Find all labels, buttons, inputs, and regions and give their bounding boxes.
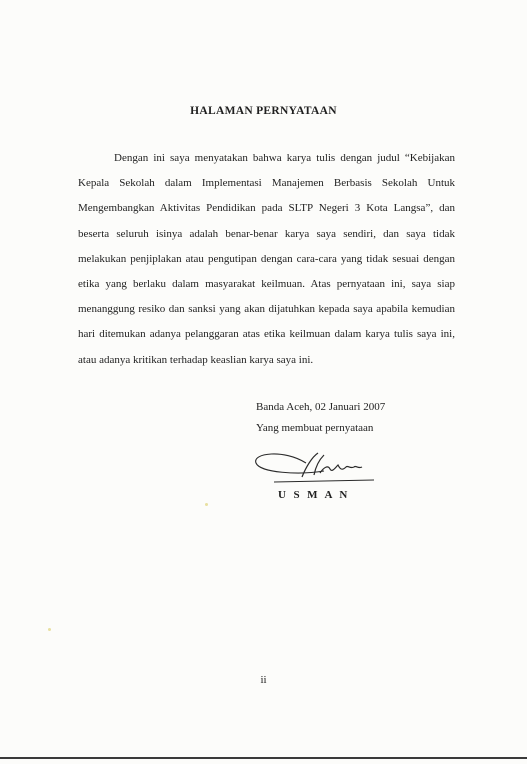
paper-speck [205, 503, 208, 506]
place-date: Banda Aceh, 02 Januari 2007 [256, 401, 386, 413]
signer-name: U S M A N [278, 489, 350, 501]
maker-label: Yang membuat pernyataan [256, 422, 374, 434]
paper-speck [48, 628, 51, 631]
statement-paragraph: Dengan ini saya menyatakan bahwa karya tulis dengan judul “Kebijakan Kepala Sekolah dalam Implementasi Manajemen Berbasis Sekolah Untuk Mengembangkan Aktivitas Pendidikan pada SLTP Negeri 3 Kota Langsa”, dan beserta seluruh isinya adalah benar-benar karya saya sendiri, dan saya tidak melakukan penjiplakan atau pengutipan dengan cara-cara yang tidak sesuai dengan etika yang berlaku dalam masyarakat keilmuan. Atas pernyataan ini, saya siap menanggung resiko dan sanksi yang akan dijatuhkan kepada saya apabila kemudian hari ditemukan adanya pelanggaran atas etika keilmuan dalam karya tulis saya ini, atau adanya kritikan terhadap keaslian karya saya ini. [78, 152, 455, 366]
scan-edge-line [0, 757, 527, 759]
page-title: HALAMAN PERNYATAAN [190, 105, 337, 117]
page-number: ii [260, 674, 267, 686]
handwritten-signature [244, 443, 394, 493]
